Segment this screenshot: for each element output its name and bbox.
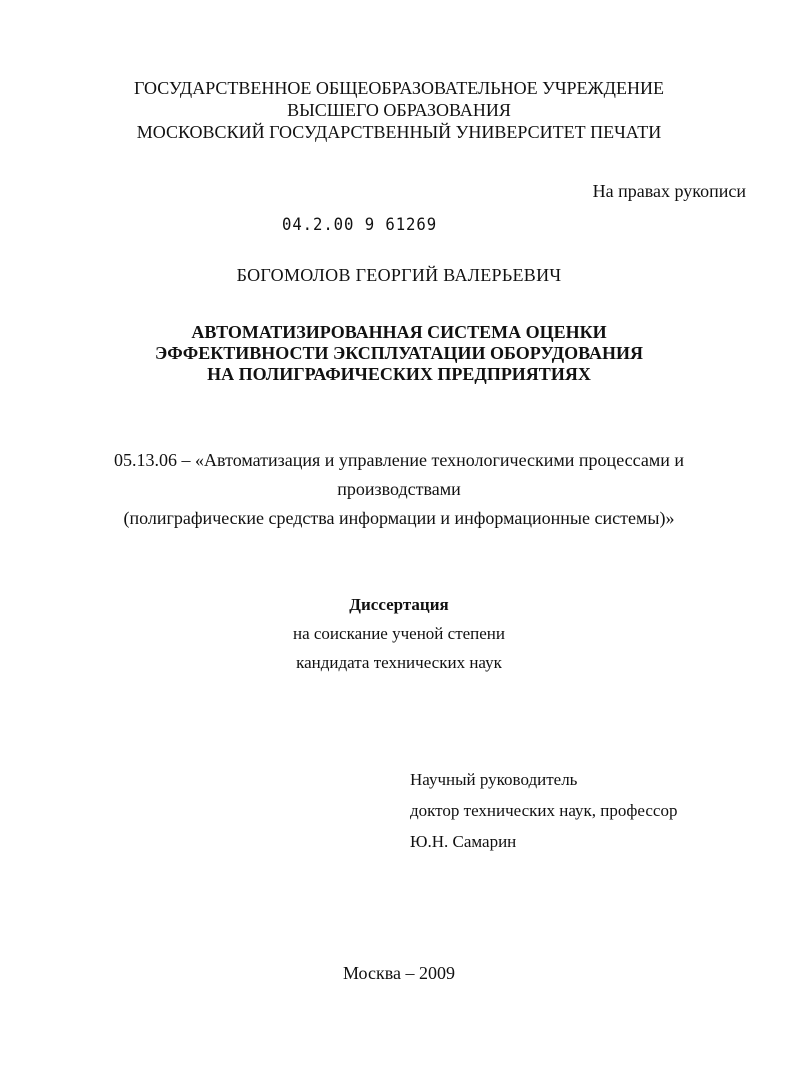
title-line-3: НА ПОЛИГРАФИЧЕСКИХ ПРЕДПРИЯТИЯХ [207, 364, 591, 384]
institution-header [0, 77, 798, 143]
dissertation-title [0, 322, 798, 385]
specialty-line-1: 05.13.06 – «Автоматизация и управление технологическими процессами и [114, 450, 684, 470]
degree-line-2: на соискание ученой степени [292, 624, 506, 643]
supervisor-name: Ю.Н. Самарин [410, 832, 517, 851]
supervisor-credentials: доктор технических наук, профессор [410, 801, 678, 820]
title-line-2: ЭФФЕКТИВНОСТИ ЭКСПЛУАТАЦИИ ОБОРУДОВАНИЯ [154, 343, 643, 363]
registration-number: 04.2.00 9 61269 [282, 215, 438, 235]
supervisor-block [410, 764, 677, 857]
work-type: Диссертация [349, 595, 449, 614]
institution-line-1: ГОСУДАРСТВЕННОЕ ОБЩЕОБРАЗОВАТЕЛЬНОЕ УЧРЕЖДЕНИЕ [134, 78, 664, 98]
title-line-1: АВТОМАТИЗИРОВАННАЯ СИСТЕМА ОЦЕНКИ [191, 322, 607, 342]
degree-line-3: кандидата технических наук [296, 653, 502, 672]
author-name: БОГОМОЛОВ ГЕОРГИЙ ВАЛЕРЬЕВИЧ [236, 265, 562, 285]
city-year: Москва – 2009 [343, 963, 455, 983]
specialty-code [0, 446, 798, 533]
institution-line-3: МОСКОВСКИЙ ГОСУДАРСТВЕННЫЙ УНИВЕРСИТЕТ ПЕЧАТИ [136, 122, 662, 142]
supervisor-role: Научный руководитель [410, 770, 578, 789]
specialty-line-2: производствами [337, 479, 461, 499]
degree-block [0, 590, 798, 677]
specialty-line-3: (полиграфические средства информации и информационные системы)» [123, 508, 675, 528]
institution-line-2: ВЫСШЕГО ОБРАЗОВАНИЯ [287, 100, 511, 120]
manuscript-rights-note: На правах рукописи [592, 181, 746, 201]
